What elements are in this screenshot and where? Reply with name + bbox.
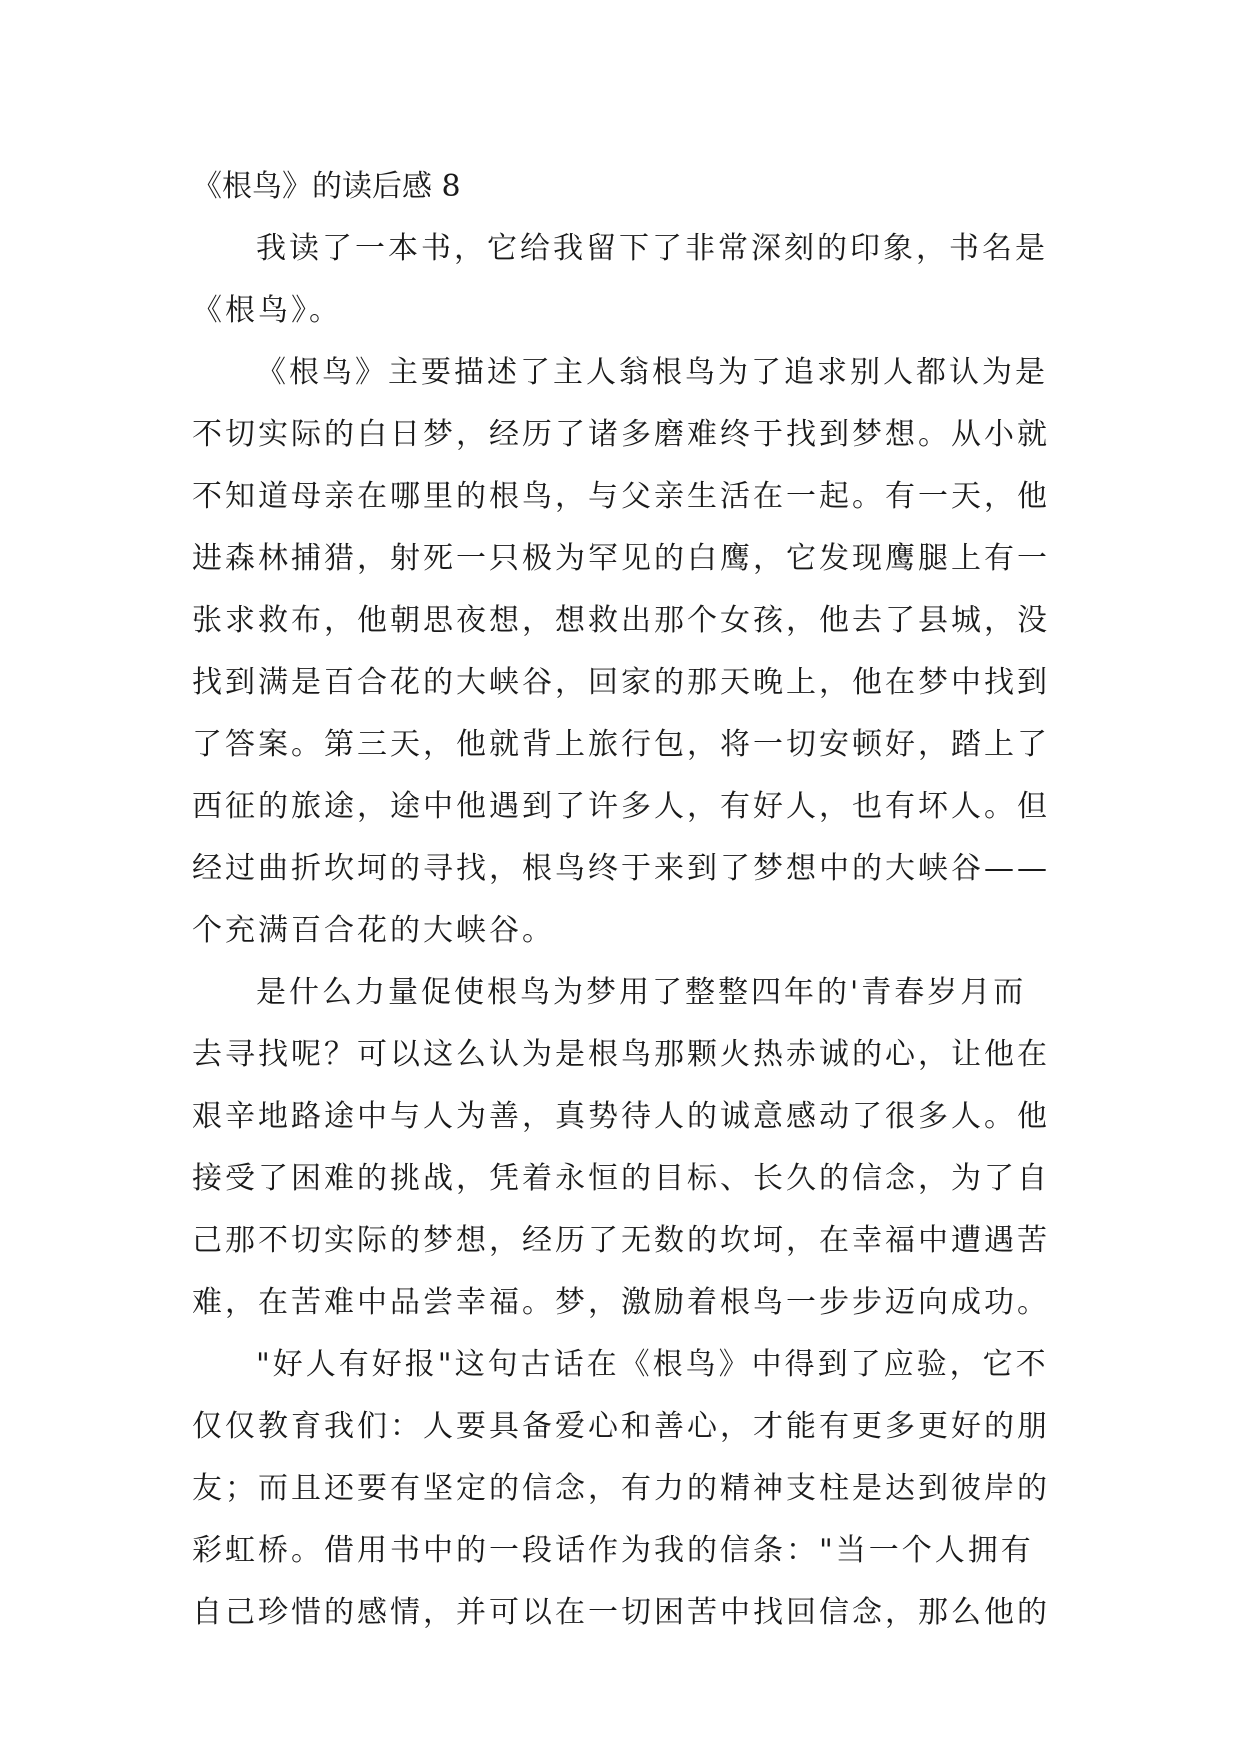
paragraph-line: 《根鸟》。 [192,293,342,328]
paragraph-line: 彩虹桥。借用书中的一段话作为我的信条："当一个人拥有 [192,1533,1034,1568]
paragraph-line: 友；而且还要有坚定的信念，有力的精神支柱是达到彼岸的 [192,1471,1050,1506]
paragraph-line: 了答案。第三天，他就背上旅行包，将一切安顿好，踏上了 [192,727,1050,762]
paragraph-line: 《根鸟》主要描述了主人翁根鸟为了追求别人都认为是 [256,355,1048,390]
paragraph-line: 艰辛地路途中与人为善，真势待人的诚意感动了很多人。他 [192,1099,1050,1134]
paragraph-line: 张求救布，他朝思夜想，想救出那个女孩，他去了县城，没 [192,603,1050,638]
paragraph-line: 我读了一本书，它给我留下了非常深刻的印象，书名是 [256,231,1048,266]
paragraph-line: 个充满百合花的大峡谷。 [192,913,555,948]
paragraph-line: 难，在苦难中品尝幸福。梦，激励着根鸟一步步迈向成功。 [192,1285,1050,1320]
paragraph-line: 去寻找呢？可以这么认为是根鸟那颗火热赤诚的心，让他在 [192,1037,1050,1072]
paragraph-line: 接受了困难的挑战，凭着永恒的目标、长久的信念，为了自 [192,1161,1050,1196]
paragraph-line: 找到满是百合花的大峡谷，回家的那天晚上，他在梦中找到 [192,665,1050,700]
paragraph-line: 不切实际的白日梦，经历了诸多磨难终于找到梦想。从小就 [192,417,1050,452]
document-title: 《根鸟》的读后感 8 [192,169,461,204]
paragraph-3 [192,962,1052,1334]
paragraph-1 [192,218,1052,342]
paragraph-line: 自己珍惜的感情，并可以在一切困苦中找回信念，那么他的 [192,1595,1050,1630]
paragraph-2 [192,342,1052,962]
paragraph-4 [192,1334,1052,1644]
paragraph-line: 是什么力量促使根鸟为梦用了整整四年的'青春岁月而 [256,975,1027,1010]
paragraph-line: 仅仅教育我们：人要具备爱心和善心，才能有更多更好的朋 [192,1409,1050,1444]
paragraph-line: 经过曲折坎坷的寻找，根鸟终于来到了梦想中的大峡谷—— [192,851,1050,886]
document-body [192,156,1052,1644]
paragraph-line: 西征的旅途，途中他遇到了许多人，有好人，也有坏人。但 [192,789,1050,824]
paragraph-line: 己那不切实际的梦想，经历了无数的坎坷，在幸福中遭遇苦 [192,1223,1050,1258]
paragraph-line: 进森林捕猎，射死一只极为罕见的白鹰，它发现鹰腿上有一 [192,541,1050,576]
paragraph-line: "好人有好报"这句古话在《根鸟》中得到了应验，它不 [256,1347,1049,1382]
paragraph-line: 不知道母亲在哪里的根鸟，与父亲生活在一起。有一天，他 [192,479,1050,514]
